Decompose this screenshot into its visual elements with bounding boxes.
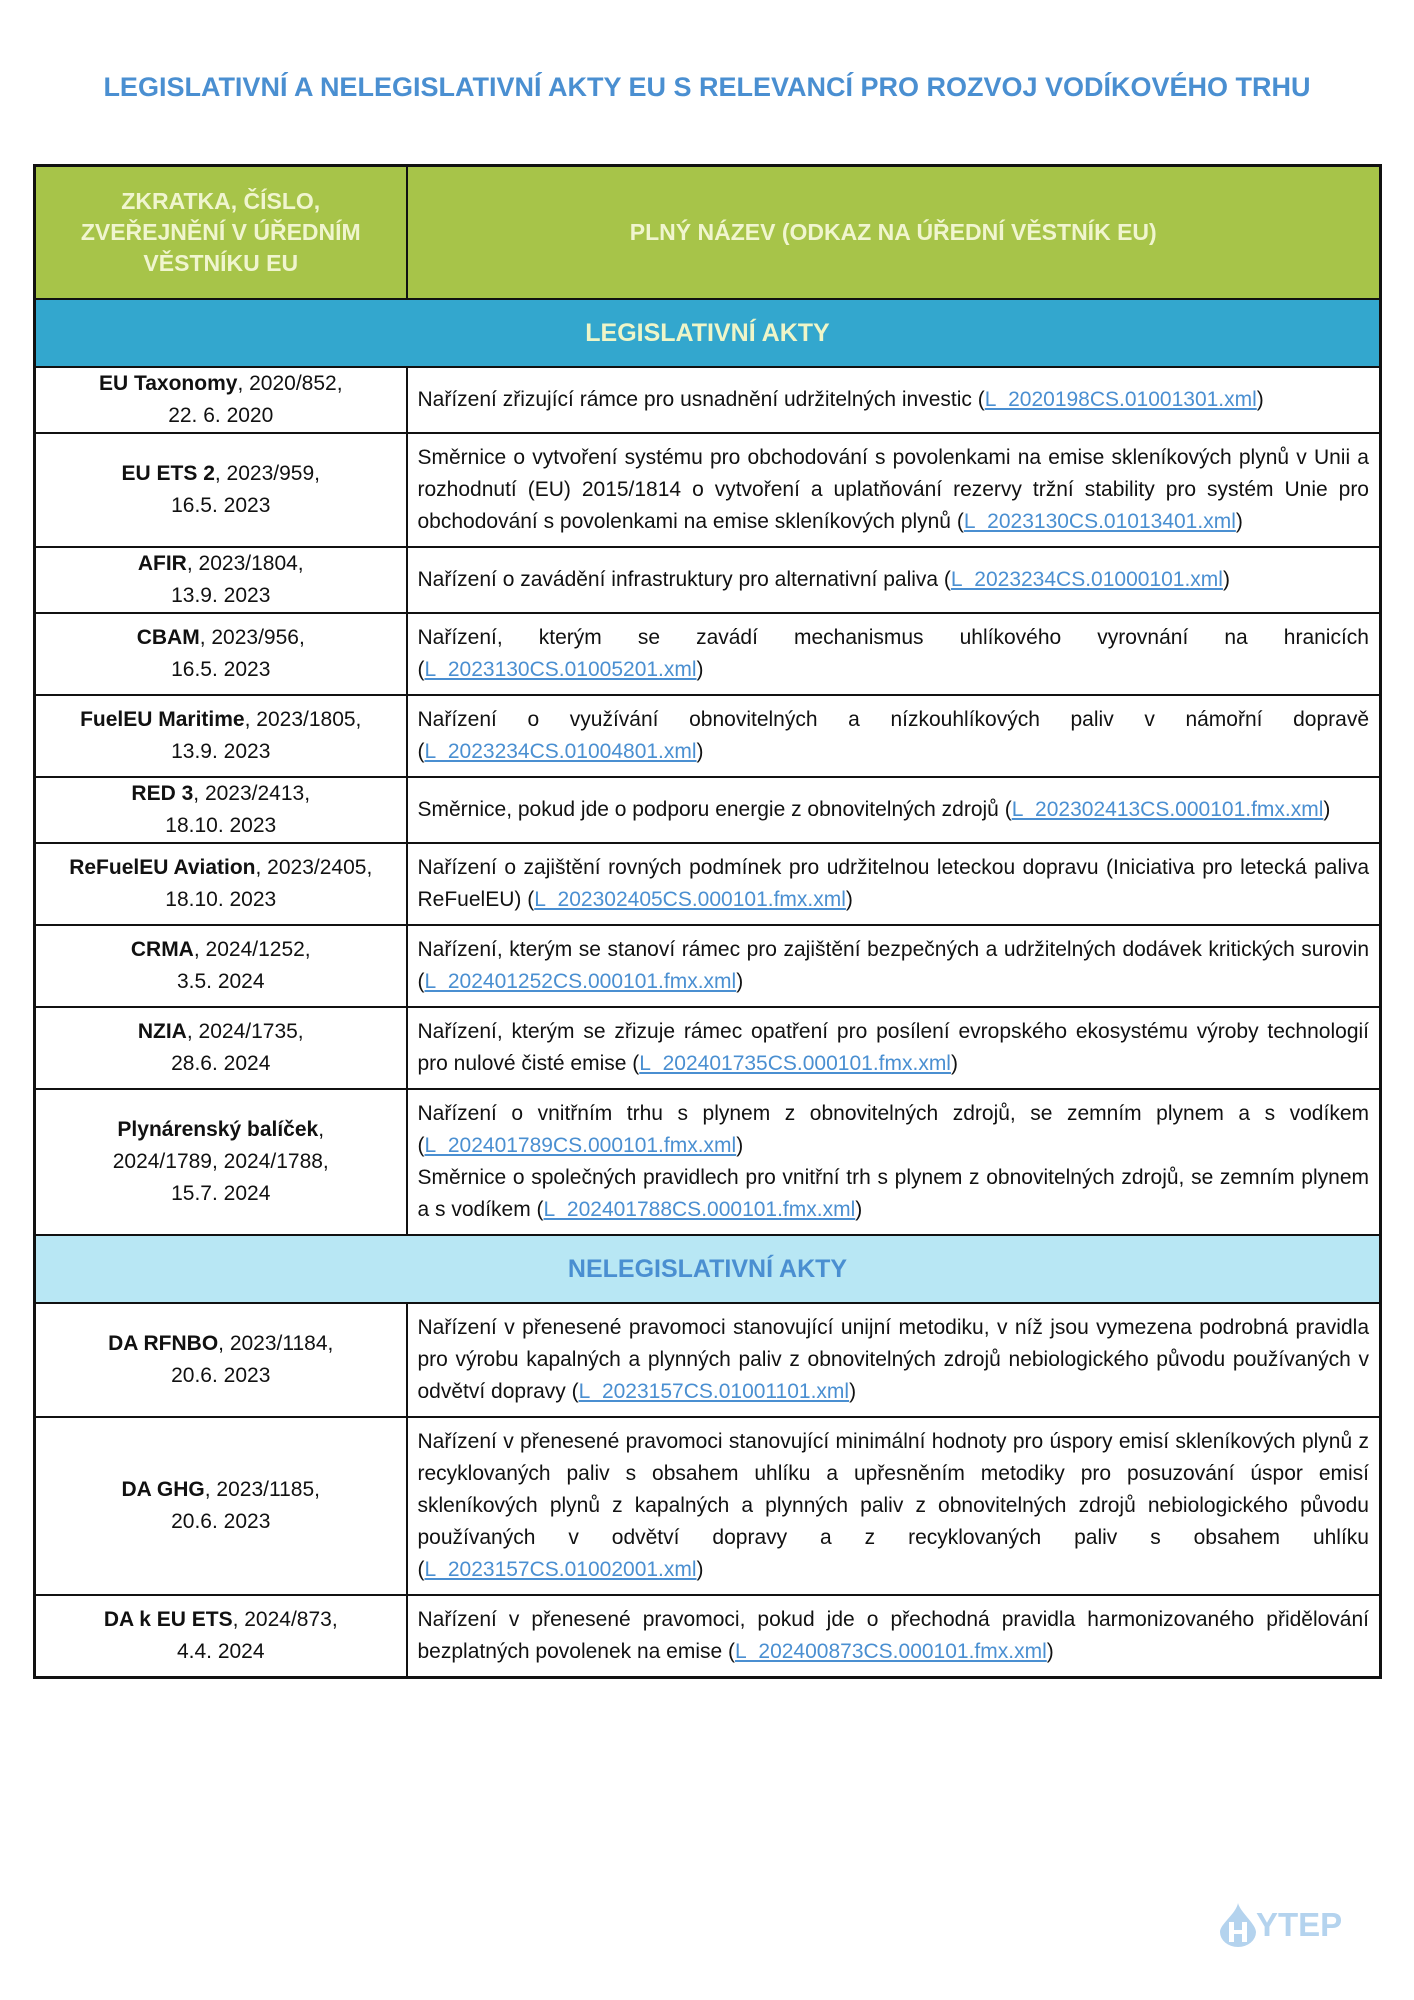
official-journal-link[interactable]: L_2023234CS.01004801.xml [424, 740, 697, 763]
official-journal-link[interactable]: L_2020198CS.01001301.xml [984, 388, 1257, 411]
act-abbreviation: DA GHG [121, 1478, 205, 1501]
act-full-name: Nařízení o vnitřním trhu s plynem z obnovitelných zdrojů, se zemním plynem a s vodíkem [417, 1102, 1369, 1125]
act-identifier-cell [35, 433, 407, 547]
act-identifier-cell [35, 547, 407, 613]
column-header-abbreviation: ZKRATKA, ČÍSLO, ZVEŘEJNĚNÍ V ÚŘEDNÍM VĚSTNÍKU EU [35, 166, 407, 300]
act-full-name: Nařízení o zajištění rovných podmínek pro udržitelnou leteckou dopravu (Iniciativa pro letecká paliva ReFuelEU) [417, 856, 1369, 911]
act-full-name: Nařízení, kterým se zřizuje rámec opatření pro posílení evropského ekosystému výroby technologií pro nulové čisté emise [417, 1020, 1369, 1075]
act-number: , 2023/956, [199, 626, 305, 649]
act-full-name-cell: Nařízení v přenesené pravomoci, pokud jde o přechodná pravidla harmonizovaného přidělování bezplatných povolenek na emise (L_202400873CS.000101.fmx.xml) [407, 1595, 1381, 1678]
table-row [35, 1595, 1381, 1678]
hytep-logo [1218, 1900, 1348, 1950]
act-full-name: Nařízení, kterým se stanoví rámec pro zajištění bezpečných a udržitelných dodávek kritických surovin [417, 938, 1369, 961]
table-row [35, 1303, 1381, 1417]
act-date: 4.4. 2024 [176, 1640, 265, 1663]
act-date: 16.5. 2023 [171, 658, 271, 681]
act-identifier-cell [35, 1303, 407, 1417]
table-row [35, 547, 1381, 613]
act-full-name-cell: Nařízení, kterým se stanoví rámec pro zajištění bezpečných a udržitelných dodávek kritických surovin (L_202401252CS.000101.fmx.xml) [407, 925, 1381, 1007]
act-number: , 2020/852, [237, 372, 343, 395]
act-full-name: Nařízení v přenesené pravomoci stanovující minimální hodnoty pro úspory emisí skleníkových plynů z recyklovaných paliv s obsahem uhlíku a upřesněním metodiky pro posuzování úspor emisí skleníkových plynů z kapalných a plynných paliv z obnovitelných zdrojů nebiologického původu používaných v odvětví dopravy a z recyklovaných paliv s obsahem uhlíku [417, 1430, 1369, 1549]
official-journal-link[interactable]: L_2023130CS.01013401.xml [963, 510, 1236, 533]
act-full-name: Nařízení zřizující rámce pro usnadnění udržitelných investic [417, 388, 972, 411]
act-abbreviation: ReFuelEU Aviation [69, 856, 256, 879]
section-row [35, 1235, 1381, 1303]
table-row [35, 1007, 1381, 1089]
act-identifier-cell [35, 843, 407, 925]
official-journal-link[interactable]: L_202401252CS.000101.fmx.xml [424, 970, 737, 993]
table-row [35, 777, 1381, 843]
act-abbreviation: RED 3 [131, 782, 194, 805]
act-full-name-cell: Směrnice, pokud jde o podporu energie z obnovitelných zdrojů (L_202302413CS.000101.fmx.xml) [407, 777, 1381, 843]
act-date: 20.6. 2023 [171, 1364, 271, 1387]
act-full-name-cell: Nařízení zřizující rámce pro usnadnění udržitelných investic (L_2020198CS.01001301.xml) [407, 367, 1381, 433]
act-number: , 2023/959, [214, 462, 320, 485]
act-identifier-cell [35, 1089, 407, 1235]
act-identifier-cell [35, 777, 407, 843]
act-number-extra: 2024/1789, 2024/1788, [112, 1150, 329, 1173]
act-full-name-cell: Nařízení, kterým se zřizuje rámec opatření pro posílení evropského ekosystému výroby technologií pro nulové čisté emise (L_202401735CS.000101.fmx.xml) [407, 1007, 1381, 1089]
act-number: , 2024/1252, [193, 938, 311, 961]
act-full-name: Nařízení, kterým se zavádí mechanismus uhlíkového vyrovnání na hranicích [417, 626, 1369, 649]
act-full-name-cell: Nařízení o zavádění infrastruktury pro alternativní paliva (L_2023234CS.01000101.xml) [407, 547, 1381, 613]
section-title: LEGISLATIVNÍ AKTY [35, 299, 1381, 367]
act-identifier-cell [35, 695, 407, 777]
act-date: 15.7. 2024 [171, 1182, 271, 1205]
act-number: , 2023/1804, [186, 552, 304, 575]
table-row [35, 925, 1381, 1007]
act-identifier-cell [35, 613, 407, 695]
act-number: , 2024/1735, [186, 1020, 304, 1043]
official-journal-link[interactable]: L_2023157CS.01001101.xml [578, 1380, 850, 1403]
act-number: , 2024/873, [232, 1608, 338, 1631]
act-abbreviation: NZIA [137, 1020, 187, 1043]
acts-table [33, 164, 1382, 1679]
official-journal-link[interactable]: L_202400873CS.000101.fmx.xml [735, 1640, 1047, 1663]
page-title: LEGISLATIVNÍ A NELEGISLATIVNÍ AKTY EU S RELEVANCÍ PRO ROZVOJ VODÍKOVÉHO TRHU [103, 72, 1311, 102]
act-date: 18.10. 2023 [165, 814, 277, 837]
act-date: 3.5. 2024 [176, 970, 265, 993]
act-full-name-cell: Nařízení, kterým se zavádí mechanismus uhlíkového vyrovnání na hranicích (L_2023130CS.01005201.xml) [407, 613, 1381, 695]
official-journal-link[interactable]: L_202302405CS.000101.fmx.xml [534, 888, 846, 911]
official-journal-link[interactable]: L_202401789CS.000101.fmx.xml [424, 1134, 737, 1157]
act-identifier-cell [35, 925, 407, 1007]
act-number: , 2023/1185, [204, 1478, 320, 1501]
section-row [35, 299, 1381, 367]
act-date: 13.9. 2023 [171, 584, 271, 607]
act-date: 22. 6. 2020 [168, 404, 274, 427]
act-identifier-cell [35, 1417, 407, 1595]
act-full-name-cell: Nařízení o zajištění rovných podmínek pro udržitelnou leteckou dopravu (Iniciativa pro letecká paliva ReFuelEU) (L_202302405CS.000101.fmx.xml) [407, 843, 1381, 925]
column-header-full-name: PLNÝ NÁZEV (ODKAZ NA ÚŘEDNÍ VĚSTNÍK EU) [407, 166, 1381, 300]
logo-text: YTEP [1256, 1906, 1343, 1943]
act-abbreviation: CRMA [130, 938, 194, 961]
act-number: , 2023/1184, [218, 1332, 334, 1355]
official-journal-link[interactable]: L_2023234CS.01000101.xml [950, 568, 1223, 591]
table-row [35, 1089, 1381, 1235]
act-abbreviation: DA RFNBO [108, 1332, 219, 1355]
table-row [35, 433, 1381, 547]
act-number: , [318, 1118, 325, 1141]
water-drop-icon [1218, 1902, 1258, 1948]
act-abbreviation: DA k EU ETS [103, 1608, 233, 1631]
act-abbreviation: FuelEU Maritime [80, 708, 245, 731]
table-row [35, 1417, 1381, 1595]
act-full-name-cell: Nařízení v přenesené pravomoci stanovující minimální hodnoty pro úspory emisí skleníkových plynů z recyklovaných paliv s obsahem uhlíku a upřesněním metodiky pro posuzování úspor emisí skleníkových plynů z kapalných a plynných paliv z obnovitelných zdrojů nebiologického původu používaných v odvětví dopravy a z recyklovaných paliv s obsahem uhlíku (L_2023157CS.01002001.xml) [407, 1417, 1381, 1595]
act-number: , 2023/2405, [255, 856, 373, 879]
act-full-name: Směrnice, pokud jde o podporu energie z obnovitelných zdrojů [417, 798, 999, 821]
act-full-name-cell: Nařízení o vnitřním trhu s plynem z obnovitelných zdrojů, se zemním plynem a s vodíkem (L_202401789CS.000101.fmx.xml) Směrnice o společných pravidlech pro vnitřní trh s plynem z obnovitelných zdrojů, se zemním plynem a s vodíkem (L_202401788CS.000101.fmx.xml) [407, 1089, 1381, 1235]
act-full-name: Směrnice o společných pravidlech pro vnitřní trh s plynem z obnovitelných zdrojů, se zemním plynem a s vodíkem [417, 1166, 1369, 1221]
table-row [35, 843, 1381, 925]
official-journal-link[interactable]: L_202401788CS.000101.fmx.xml [543, 1198, 856, 1221]
section-title: NELEGISLATIVNÍ AKTY [35, 1235, 1381, 1303]
official-journal-link[interactable]: L_202302413CS.000101.fmx.xml [1011, 798, 1324, 821]
act-full-name-cell: Nařízení v přenesené pravomoci stanovující unijní metodiku, v níž jsou vymezena podrobná pravidla pro výrobu kapalných a plynných paliv z obnovitelných zdrojů nebiologického původu používaných v odvětví dopravy (L_2023157CS.01001101.xml) [407, 1303, 1381, 1417]
official-journal-link[interactable]: L_202401735CS.000101.fmx.xml [639, 1052, 951, 1075]
act-full-name: Nařízení v přenesené pravomoci stanovující unijní metodiku, v níž jsou vymezena podrobná pravidla pro výrobu kapalných a plynných paliv z obnovitelných zdrojů nebiologického původu používaných v odvětví dopravy [417, 1316, 1369, 1403]
table-body [35, 299, 1381, 1678]
act-date: 28.6. 2024 [171, 1052, 271, 1075]
table-header-row [35, 166, 1381, 300]
table-row [35, 613, 1381, 695]
act-abbreviation: EU Taxonomy [98, 372, 238, 395]
official-journal-link[interactable]: L_2023157CS.01002001.xml [424, 1558, 697, 1581]
act-date: 18.10. 2023 [165, 888, 277, 911]
act-date: 16.5. 2023 [171, 494, 271, 517]
act-number: , 2023/1805, [244, 708, 362, 731]
act-identifier-cell [35, 367, 407, 433]
act-abbreviation: CBAM [136, 626, 200, 649]
table-row [35, 367, 1381, 433]
act-identifier-cell [35, 1595, 407, 1678]
act-full-name: Nařízení o zavádění infrastruktury pro alternativní paliva [417, 568, 939, 591]
act-full-name-cell: Nařízení o využívání obnovitelných a nízkouhlíkových paliv v námořní dopravě (L_2023234CS.01004801.xml) [407, 695, 1381, 777]
act-abbreviation: EU ETS 2 [121, 462, 215, 485]
act-abbreviation: Plynárenský balíček [117, 1118, 319, 1141]
act-full-name-cell: Směrnice o vytvoření systému pro obchodování s povolenkami na emise skleníkových plynů v Unii a rozhodnutí (EU) 2015/1814 o vytvoření a uplatňování rezervy tržní stability pro systém Unie pro obchodování s povolenkami na emise skleníkových plynů (L_2023130CS.01013401.xml) [407, 433, 1381, 547]
act-number: , 2023/2413, [193, 782, 311, 805]
official-journal-link[interactable]: L_2023130CS.01005201.xml [424, 658, 697, 681]
act-date: 13.9. 2023 [171, 740, 271, 763]
act-full-name: Směrnice o vytvoření systému pro obchodování s povolenkami na emise skleníkových plynů v Unii a rozhodnutí (EU) 2015/1814 o vytvoření a uplatňování rezervy tržní stability pro systém Unie pro obchodování s povolenkami na emise skleníkových plynů [417, 446, 1369, 533]
act-date: 20.6. 2023 [171, 1510, 271, 1533]
act-full-name: Nařízení o využívání obnovitelných a nízkouhlíkových paliv v námořní dopravě [417, 708, 1369, 731]
table-row [35, 695, 1381, 777]
act-full-name: Nařízení v přenesené pravomoci, pokud jde o přechodná pravidla harmonizovaného přidělování bezplatných povolenek na emise [417, 1608, 1369, 1663]
act-identifier-cell [35, 1007, 407, 1089]
act-abbreviation: AFIR [137, 552, 187, 575]
